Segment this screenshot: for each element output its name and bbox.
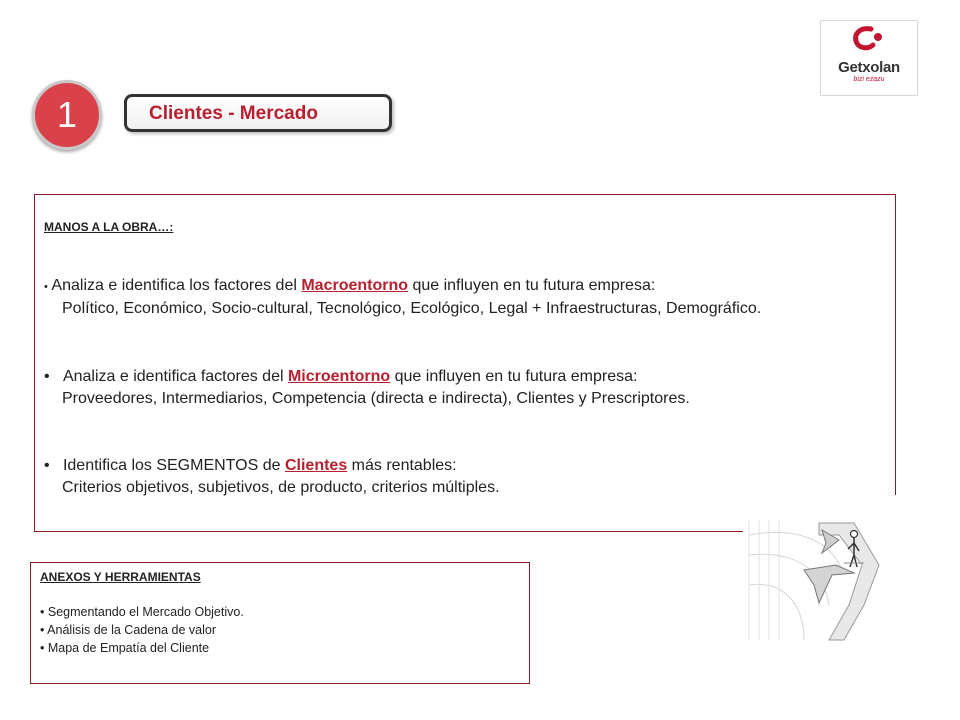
annex-title: ANEXOS Y HERRAMIENTAS [40, 570, 201, 584]
item-text: que influyen en tu futura empresa: [390, 368, 638, 385]
bullet-icon: • [44, 368, 50, 385]
item-text: que influyen en tu futura empresa: [408, 277, 656, 294]
annex-item[interactable]: • Segmentando el Mercado Objetivo. [40, 605, 244, 619]
item-text: Analiza e identifica los factores del [51, 277, 302, 294]
microentorno-link[interactable]: Microentorno [287, 368, 391, 385]
item-detail: Criterios objetivos, subjetivos, de producto, criterios múltiples. [62, 479, 500, 496]
bullet-icon: • [44, 281, 48, 293]
strategy-illustration [744, 515, 884, 645]
list-item [44, 275, 761, 320]
clientes-link[interactable]: Clientes [284, 457, 348, 474]
item-text: Identifica los SEGMENTOS de [62, 457, 285, 474]
section-title-box [124, 94, 392, 132]
logo-wordmark: Getxolan [838, 59, 900, 76]
list-item [44, 366, 690, 410]
strategy-arrows-icon [744, 515, 884, 645]
logo-tagline: bizi ezazu [853, 76, 885, 83]
step-number-badge: 1 [32, 80, 102, 150]
list-item [44, 455, 500, 499]
item-detail: Proveedores, Intermediarios, Competencia (directa e indirecta), Clientes y Prescriptores. [62, 390, 690, 407]
annex-item[interactable]: • Análisis de la Cadena de valor [40, 623, 217, 637]
bullet-icon: • [44, 457, 50, 474]
annex-item[interactable]: • Mapa de Empatía del Cliente [40, 641, 210, 655]
item-detail: Político, Económico, Socio-cultural, Tecnológico, Ecológico, Legal + Infraestructuras, Demográfico. [62, 300, 762, 317]
section-title: Clientes - Mercado [149, 103, 318, 124]
item-text: más rentables: [347, 457, 457, 474]
getxolan-logo [820, 20, 918, 96]
item-text: Analiza e identifica factores del [62, 368, 288, 385]
annex-list [40, 603, 244, 657]
getxolan-g-icon [821, 21, 917, 61]
macroentorno-link[interactable]: Macroentorno [301, 277, 409, 294]
manos-heading: MANOS A LA OBRA…: [44, 220, 174, 234]
